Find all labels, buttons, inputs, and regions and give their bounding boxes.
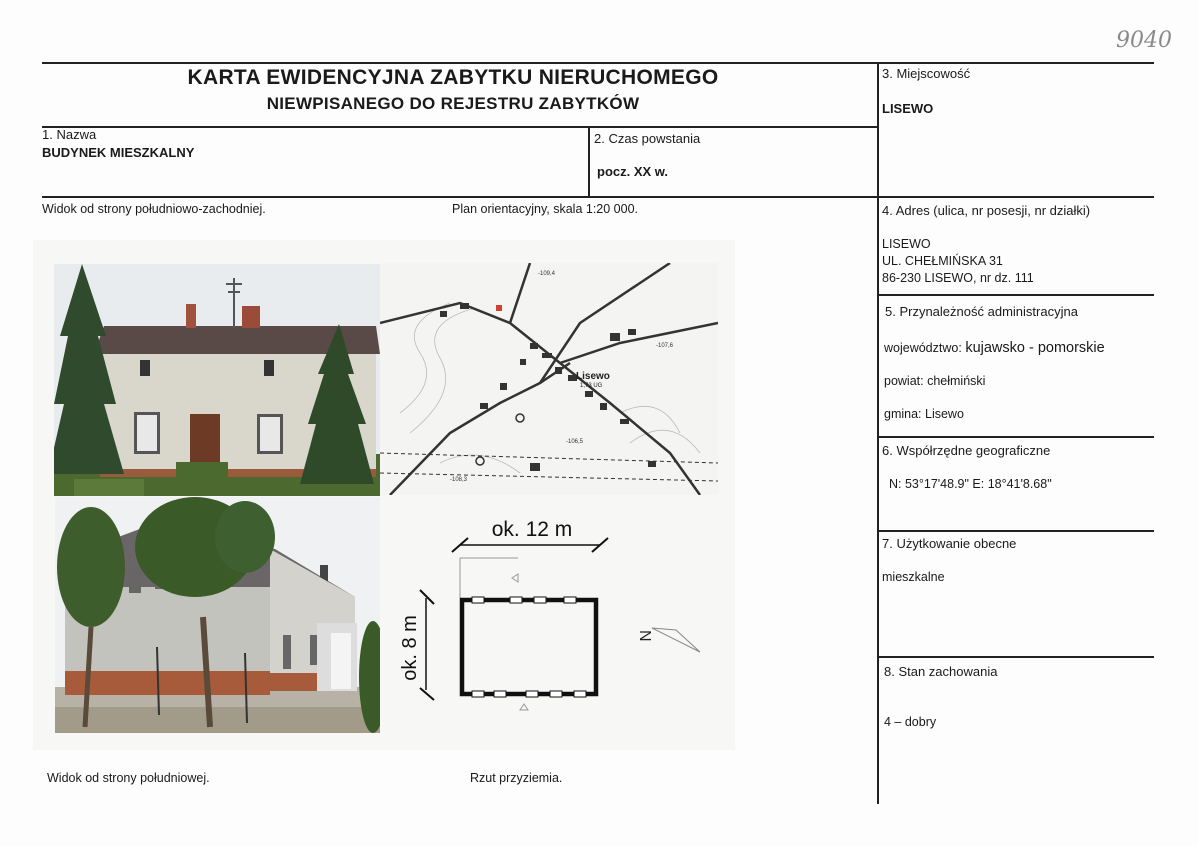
field-value-wojewodztwo [884,340,1105,356]
usage-bottom-line [877,656,1154,658]
map-elevation-4: -108,3 [450,477,468,483]
field-value-gmina: gmina: Lisewo [884,407,964,421]
north-label: N [636,630,653,642]
top-border [42,62,1154,64]
house-photo-1 [54,264,380,496]
location-map [380,263,718,495]
floorplan-width-label: ok. 12 m [491,518,573,541]
title-bottom-line [42,126,877,128]
field-label-miejscowosc: 3. Miejscowość [882,66,971,81]
address-line-1: LISEWO [882,237,931,251]
page-title: KARTA EWIDENCYJNA ZABYTKU NIERUCHOMEGO [187,66,719,89]
field-label-uzytkowanie: 7. Użytkowanie obecne [882,536,1017,551]
field-label-adres: 4. Adres (ulica, nr posesji, nr działki) [882,203,1091,218]
caption-plan: Plan orientacyjny, skala 1:20 000. [452,202,638,216]
field-value-stan: 4 – dobry [884,715,937,729]
caption-view-south: Widok od strony południowej. [47,771,210,785]
map-drawing [380,263,718,495]
field-label-czas: 2. Czas powstania [594,131,701,146]
map-town-sub: 1,73 UG [580,383,603,389]
photo-southwest-view [54,264,380,496]
field-value-uzytkowanie: mieszkalne [882,570,945,584]
field-label-wspolrzedne: 6. Współrzędne geograficzne [882,443,1051,458]
floorplan-drawing [390,510,720,730]
map-elevation-1: -109,4 [538,271,556,277]
map-town-label: Lisewo [576,371,610,382]
field-value-wspolrzedne: N: 53°17'48.9" E: 18°41'8.68" [889,477,1052,491]
name-date-divider [588,126,590,196]
field-value-miejscowosc: LISEWO [882,101,934,116]
address-bottom-line [877,294,1154,296]
field-label-przynaleznosc: 5. Przynależność administracyjna [885,304,1078,319]
name-row-bottom-line [42,196,1154,198]
floorplan-svg [390,510,720,730]
field-label-nazwa: 1. Nazwa [42,127,97,142]
photo-south-view [55,497,380,733]
wojewodztwo-prefix: województwo: [884,341,962,355]
address-line-3: 86-230 LISEWO, nr dz. 111 [882,271,1034,285]
coords-bottom-line [877,530,1154,532]
caption-floorplan: Rzut przyziemia. [470,771,563,785]
inventory-number: 9040 [1116,28,1172,53]
caption-view-southwest: Widok od strony południowo-zachodniej. [42,202,266,216]
field-value-powiat: powiat: chełmiński [884,374,986,388]
map-elevation-3: -106,5 [566,439,584,445]
field-value-nazwa: BUDYNEK MIESZKALNY [42,145,195,160]
field-label-stan: 8. Stan zachowania [884,664,998,679]
field-value-czas: pocz. XX w. [597,164,669,179]
admin-bottom-line [877,436,1154,438]
floorplan-depth-label: ok. 8 m [399,615,421,681]
page-subtitle: NIEWPISANEGO DO REJESTRU ZABYTKÓW [266,94,640,113]
right-column-divider [877,62,879,804]
map-elevation-2: -107,6 [656,343,674,349]
house-photo-2 [55,497,380,733]
address-line-2: UL. CHEŁMIŃSKA 31 [882,254,1003,268]
wojewodztwo-value: kujawsko - pomorskie [965,340,1105,356]
